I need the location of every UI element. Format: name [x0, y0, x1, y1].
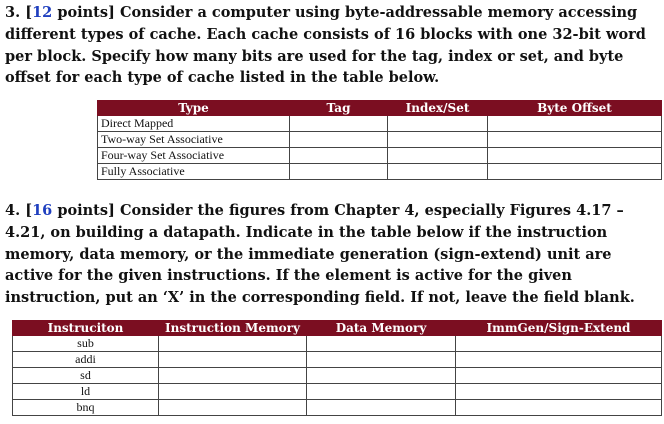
instruction-memory-cell[interactable]	[159, 368, 307, 384]
offset-cell[interactable]	[488, 132, 662, 148]
offset-cell[interactable]	[488, 116, 662, 132]
datapath-header-instruction: Instruciton	[13, 321, 159, 336]
table-row	[13, 368, 662, 384]
table-row	[13, 400, 662, 416]
data-memory-cell[interactable]	[307, 400, 456, 416]
index-cell[interactable]	[388, 116, 488, 132]
instruction-cell: bnq	[13, 400, 159, 416]
table-row	[98, 164, 662, 180]
question-4-number: 4.	[5, 202, 21, 219]
tag-cell[interactable]	[290, 116, 388, 132]
cache-table	[97, 100, 662, 180]
immgen-cell[interactable]	[456, 368, 662, 384]
table-row	[13, 336, 662, 352]
data-memory-cell[interactable]	[307, 336, 456, 352]
table-row	[13, 352, 662, 368]
cache-type-cell: Two-way Set Associative	[98, 132, 290, 148]
immgen-cell[interactable]	[456, 400, 662, 416]
instruction-cell: sub	[13, 336, 159, 352]
question-4-points: 16	[32, 202, 53, 219]
index-cell[interactable]	[388, 148, 488, 164]
data-memory-cell[interactable]	[307, 384, 456, 400]
offset-cell[interactable]	[488, 148, 662, 164]
question-4-text: 4. [16 points] Consider the figures from Chapter 4, especially Figures 4.17 – 4.21, on building a datapath. Indicate in the table below if the instruction memory, data memory, or the immediate generation (sign-extend) unit are active for the given instructions. If the element is active for the given instruction, put an ‘X’ in the corresponding field. If not, leave the field blank.	[5, 202, 635, 307]
datapath-header-data-memory: Data Memory	[307, 321, 456, 336]
table-row	[13, 384, 662, 400]
instruction-cell: sd	[13, 368, 159, 384]
tag-cell[interactable]	[290, 132, 388, 148]
cache-header-tag: Tag	[290, 101, 388, 116]
data-memory-cell[interactable]	[307, 368, 456, 384]
cache-header-offset: Byte Offset	[488, 101, 662, 116]
offset-cell[interactable]	[488, 164, 662, 180]
index-cell[interactable]	[388, 132, 488, 148]
instruction-memory-cell[interactable]	[159, 352, 307, 368]
cache-type-cell: Fully Associative	[98, 164, 290, 180]
question-3-body: Consider a computer using byte-addressable memory accessing different types of cache. Each cache consists of 16 blocks with one 32-bit word per block. Specify how many bits are used for the tag, index or set, and byte offset for each type of cache listed in the table below.	[5, 4, 646, 87]
instruction-memory-cell[interactable]	[159, 384, 307, 400]
datapath-table	[12, 320, 662, 416]
question-4-body: Consider the figures from Chapter 4, especially Figures 4.17 – 4.21, on building a datapath. Indicate in the table below if the instruction memory, data memory, or the immediate generation (sign-extend) unit are active for the given instructions. If the element is active for the given instruction, put an ‘X’ in the corresponding field. If not, leave the field blank.	[5, 202, 635, 307]
question-3-number: 3.	[5, 4, 21, 21]
instruction-cell: addi	[13, 352, 159, 368]
datapath-header-instruction-memory: Instruction Memory	[159, 321, 307, 336]
table-row	[98, 116, 662, 132]
question-3-points: 12	[32, 4, 53, 21]
immgen-cell[interactable]	[456, 352, 662, 368]
question-3-points-suffix: points]	[57, 4, 115, 21]
cache-header-type: Type	[98, 101, 290, 116]
cache-type-cell: Four-way Set Associative	[98, 148, 290, 164]
tag-cell[interactable]	[290, 148, 388, 164]
immgen-cell[interactable]	[456, 384, 662, 400]
cache-header-index: Index/Set	[388, 101, 488, 116]
table-row	[98, 132, 662, 148]
instruction-memory-cell[interactable]	[159, 336, 307, 352]
question-4-points-suffix: points]	[57, 202, 115, 219]
immgen-cell[interactable]	[456, 336, 662, 352]
index-cell[interactable]	[388, 164, 488, 180]
cache-table-header	[98, 101, 662, 116]
tag-cell[interactable]	[290, 164, 388, 180]
instruction-cell: ld	[13, 384, 159, 400]
instruction-memory-cell[interactable]	[159, 400, 307, 416]
datapath-header-immgen: ImmGen/Sign-Extend	[456, 321, 662, 336]
table-row	[98, 148, 662, 164]
data-memory-cell[interactable]	[307, 352, 456, 368]
cache-type-cell: Direct Mapped	[98, 116, 290, 132]
datapath-table-header	[13, 321, 662, 336]
question-3-text: 3. [12 points] Consider a computer using byte-addressable memory accessing different types of cache. Each cache consists of 16 blocks with one 32-bit word per block. Specify how many bits are used for the tag, index or set, and byte offset for each type of cache listed in the table below.	[5, 4, 646, 87]
